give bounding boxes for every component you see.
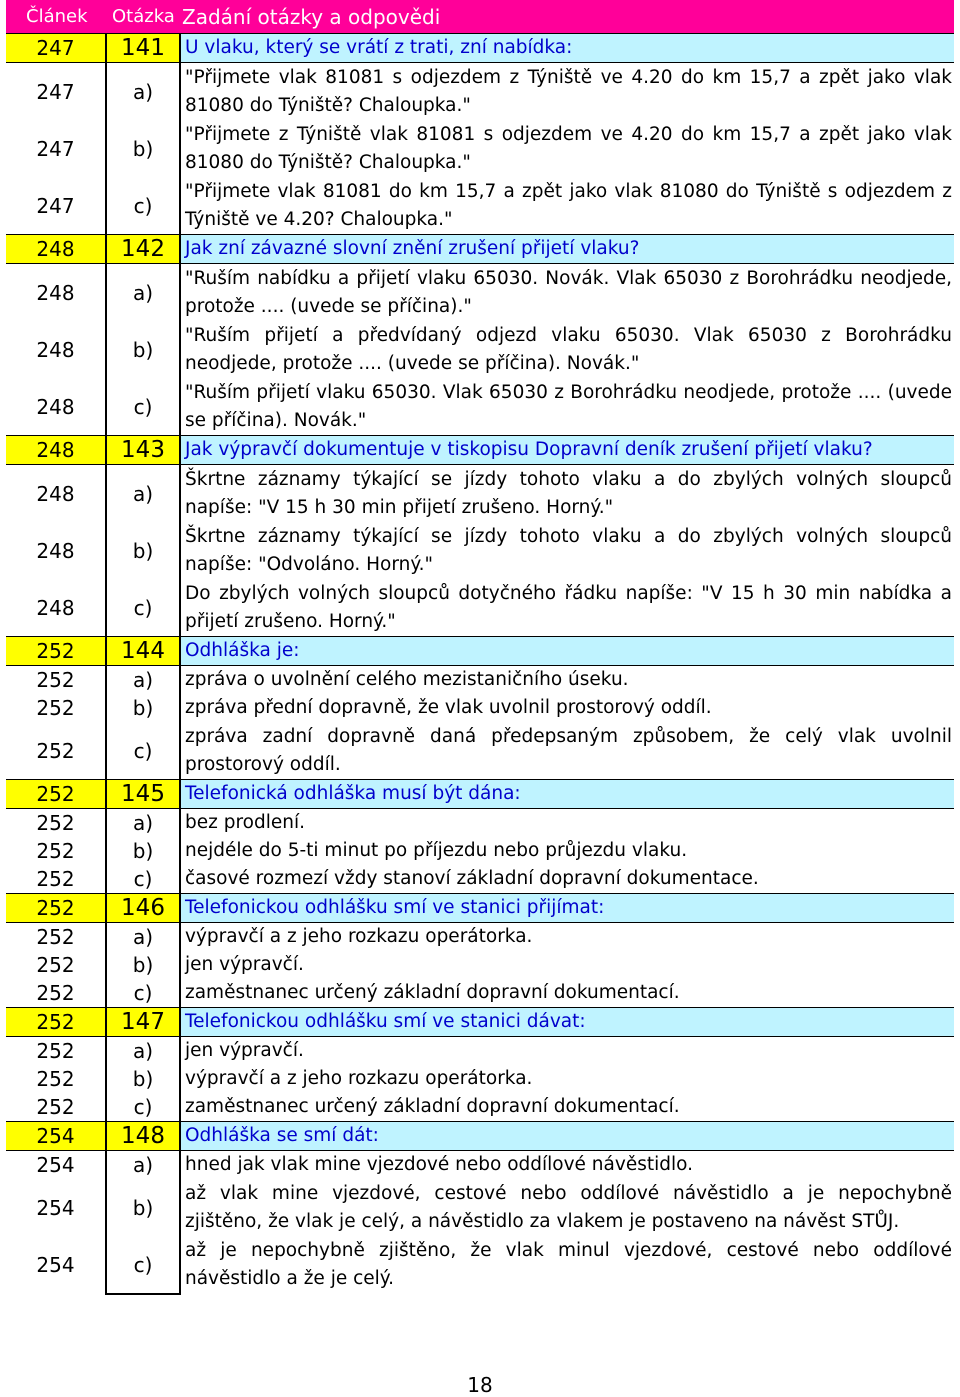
question-number: 146 xyxy=(106,894,180,923)
article-cell: 254 xyxy=(36,1253,75,1277)
answer-text: "Ruším přijetí a předvídaný odjezd vlaku 65030. Vlak 65030 z Borohrádku neodjede, protože .... (uvede se příčina). Novák." xyxy=(185,324,952,374)
answer-label: b) xyxy=(106,120,180,177)
answer-label: b) xyxy=(106,522,180,579)
question-number: 143 xyxy=(106,436,180,465)
answer-label: b) xyxy=(106,321,180,378)
article-cell: 252 xyxy=(36,668,75,692)
question-number: 142 xyxy=(106,235,180,264)
answer-label: c) xyxy=(106,378,180,436)
question-number: 141 xyxy=(106,34,180,63)
answer-text: jen výpravčí. xyxy=(185,954,304,975)
article-cell: 252 xyxy=(6,894,106,923)
question-row xyxy=(6,1122,954,1151)
article-cell: 252 xyxy=(6,780,106,809)
answer-label: b) xyxy=(106,951,180,979)
answer-label: a) xyxy=(106,809,180,838)
question-row xyxy=(6,235,954,264)
answer-text: zaměstnanec určený základní dopravní dokumentací. xyxy=(185,982,680,1003)
article-cell: 252 xyxy=(36,839,75,863)
answer-text: zpráva přední dopravně, že vlak uvolnil prostorový oddíl. xyxy=(185,697,712,718)
answer-text: bez prodlení. xyxy=(185,812,305,833)
answer-row xyxy=(6,1065,954,1093)
answer-text: výpravčí a z jeho rozkazu operátorka. xyxy=(185,926,533,947)
question-table xyxy=(6,0,954,1295)
article-cell: 248 xyxy=(36,280,75,305)
article-cell: 248 xyxy=(6,436,106,465)
question-row xyxy=(6,894,954,923)
header-question: Otázka xyxy=(106,0,180,34)
answer-label: c) xyxy=(106,865,180,894)
answer-text: "Přijmete vlak 81081 do km 15,7 a zpět jako vlak 81080 do Týniště s odjezdem z Týniště ve 4.20? Chaloupka." xyxy=(185,180,952,230)
article-cell: 248 xyxy=(36,538,75,563)
question-row xyxy=(6,436,954,465)
answer-label: a) xyxy=(106,465,180,523)
page-number: 18 xyxy=(467,1373,493,1397)
answer-label: b) xyxy=(106,837,180,865)
answer-row xyxy=(6,1236,954,1294)
answer-label: a) xyxy=(106,264,180,322)
answer-row xyxy=(6,177,954,235)
article-cell: 254 xyxy=(6,1122,106,1151)
answer-text: zpráva o uvolnění celého mezistaničního úseku. xyxy=(185,669,629,690)
answer-row xyxy=(6,722,954,780)
article-cell: 252 xyxy=(36,1039,75,1063)
question-number: 144 xyxy=(106,637,180,666)
answer-label: b) xyxy=(106,694,180,722)
article-cell: 252 xyxy=(36,925,75,949)
question-number: 148 xyxy=(106,1122,180,1151)
article-cell: 252 xyxy=(36,953,75,977)
question-text: U vlaku, který se vrátí z trati, zní nabídka: xyxy=(180,34,954,63)
question-text: Telefonickou odhlášku smí ve stanici přijímat: xyxy=(180,894,954,923)
article-cell: 252 xyxy=(36,981,75,1005)
article-cell: 252 xyxy=(36,1067,75,1091)
question-row xyxy=(6,637,954,666)
answer-row xyxy=(6,264,954,322)
article-cell: 252 xyxy=(36,811,75,835)
answer-row xyxy=(6,809,954,838)
answer-row xyxy=(6,837,954,865)
article-cell: 248 xyxy=(36,481,75,506)
answer-row xyxy=(6,120,954,177)
answer-row xyxy=(6,63,954,121)
answer-text: Do zbylých volných sloupců dotyčného řádku napíše: "V 15 h 30 min nabídka a přijetí zrušeno. Horný." xyxy=(185,582,952,632)
answer-label: a) xyxy=(106,666,180,695)
answer-row xyxy=(6,1151,954,1180)
article-cell: 247 xyxy=(36,193,75,218)
question-row xyxy=(6,1008,954,1037)
answer-row xyxy=(6,1179,954,1236)
answer-text: hned jak vlak mine vjezdové nebo oddílové návěstidlo. xyxy=(185,1154,693,1175)
answer-row xyxy=(6,1037,954,1066)
answer-label: a) xyxy=(106,63,180,121)
answer-row xyxy=(6,865,954,894)
article-cell: 252 xyxy=(6,637,106,666)
answer-text: nejdéle do 5-ti minut po příjezdu nebo průjezdu vlaku. xyxy=(185,840,688,861)
article-cell: 248 xyxy=(36,595,75,620)
answer-text: časové rozmezí vždy stanoví základní dopravní dokumentace. xyxy=(185,868,759,889)
answer-row xyxy=(6,465,954,523)
article-cell: 248 xyxy=(36,337,75,362)
question-number: 145 xyxy=(106,780,180,809)
answer-label: a) xyxy=(106,1037,180,1066)
article-cell: 247 xyxy=(36,79,75,104)
question-text: Telefonická odhláška musí být dána: xyxy=(180,780,954,809)
article-cell: 252 xyxy=(36,867,75,891)
question-text: Telefonickou odhlášku smí ve stanici dávat: xyxy=(180,1008,954,1037)
answer-text: jen výpravčí. xyxy=(185,1040,304,1061)
question-text: Odhláška se smí dát: xyxy=(180,1122,954,1151)
answer-row xyxy=(6,378,954,436)
article-cell: 254 xyxy=(36,1153,75,1177)
article-cell: 252 xyxy=(36,738,75,763)
answer-label: c) xyxy=(106,177,180,235)
answer-text: až vlak mine vjezdové, cestové nebo oddílové návěstidlo a je nepochybně zjištěno, že vlak je celý, a návěstidlo za vlakem je postaveno na návěst STŮJ. xyxy=(185,1182,952,1232)
question-number: 147 xyxy=(106,1008,180,1037)
article-cell: 248 xyxy=(6,235,106,264)
answer-text: "Ruším přijetí vlaku 65030. Vlak 65030 z Borohrádku neodjede, protože .... (uvede se příčina). Novák." xyxy=(185,381,952,431)
answer-text: výpravčí a z jeho rozkazu operátorka. xyxy=(185,1068,533,1089)
answer-row xyxy=(6,694,954,722)
answer-text: zaměstnanec určený základní dopravní dokumentací. xyxy=(185,1096,680,1117)
answer-row xyxy=(6,666,954,695)
answer-label: c) xyxy=(106,979,180,1008)
article-cell: 247 xyxy=(36,136,75,161)
answer-text: až je nepochybně zjištěno, že vlak minul vjezdové, cestové nebo oddílové návěstidlo a že je celý. xyxy=(185,1240,952,1289)
answer-label: c) xyxy=(106,1236,180,1294)
answer-label: b) xyxy=(106,1065,180,1093)
header-assignment: Zadání otázky a odpovědi xyxy=(180,0,954,34)
article-cell: 248 xyxy=(36,394,75,419)
answer-row xyxy=(6,979,954,1008)
answer-text: "Přijmete vlak 81081 s odjezdem z Týniště ve 4.20 do km 15,7 a zpět jako vlak 81080 do Týniště? Chaloupka." xyxy=(185,66,952,116)
answer-text: Škrtne záznamy týkající se jízdy tohoto vlaku a do zbylých volných sloupců napíše: "Odvoláno. Horný." xyxy=(185,525,952,575)
answer-text: zpráva zadní dopravně daná předepsaným způsobem, že celý vlak uvolnil prostorový oddíl. xyxy=(185,725,952,775)
answer-label: c) xyxy=(106,579,180,637)
table-header xyxy=(6,0,954,34)
article-cell: 252 xyxy=(36,1095,75,1119)
article-cell: 247 xyxy=(6,34,106,63)
answer-text: Škrtne záznamy týkající se jízdy tohoto vlaku a do zbylých volných sloupců napíše: "V 15 h 30 min přijetí zrušeno. Horný." xyxy=(185,468,952,518)
answer-row xyxy=(6,522,954,579)
answer-text: "Ruším nabídku a přijetí vlaku 65030. Novák. Vlak 65030 z Borohrádku neodjede, protože .... (uvede se příčina)." xyxy=(185,267,952,317)
answer-label: c) xyxy=(106,722,180,780)
answer-row xyxy=(6,579,954,637)
answer-row xyxy=(6,1093,954,1122)
answer-label: a) xyxy=(106,1151,180,1180)
article-cell: 254 xyxy=(36,1195,75,1220)
question-row xyxy=(6,780,954,809)
answer-row xyxy=(6,951,954,979)
question-text: Jak výpravčí dokumentuje v tiskopisu Dopravní deník zrušení přijetí vlaku? xyxy=(180,436,954,465)
question-row xyxy=(6,34,954,63)
answer-label: b) xyxy=(106,1179,180,1236)
article-cell: 252 xyxy=(36,696,75,720)
article-cell: 252 xyxy=(6,1008,106,1037)
answer-text: "Přijmete z Týniště vlak 81081 s odjezdem ve 4.20 do km 15,7 a zpět jako vlak 81080 do Týniště? Chaloupka." xyxy=(185,123,952,173)
question-text: Jak zní závazné slovní znění zrušení přijetí vlaku? xyxy=(180,235,954,264)
answer-label: c) xyxy=(106,1093,180,1122)
header-article: Článek xyxy=(6,0,106,34)
answer-label: a) xyxy=(106,923,180,952)
answer-row xyxy=(6,321,954,378)
answer-row xyxy=(6,923,954,952)
question-text: Odhláška je: xyxy=(180,637,954,666)
